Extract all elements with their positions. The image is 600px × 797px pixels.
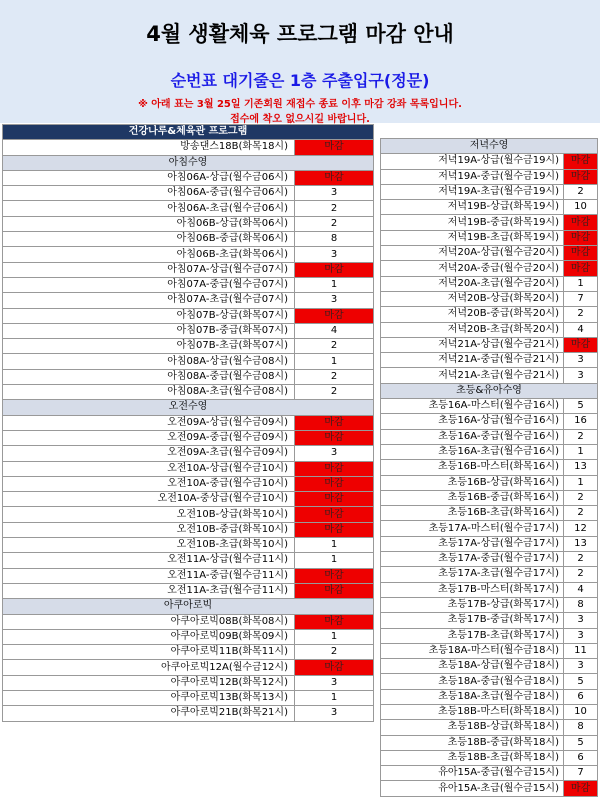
program-row [381,414,598,429]
vacancy-count: 2 [564,429,598,444]
vacancy-count: 3 [295,706,374,721]
closed-status: 마감 [295,170,374,185]
program-name: 아침07A-중급(월수금07시) [3,277,295,292]
program-name: 아침08A-초급(월수금08시) [3,385,295,400]
vacancy-count: 5 [564,735,598,750]
vacancy-count: 1 [295,629,374,644]
program-name: 저녁19A-초급(월수금19시) [381,184,564,199]
vacancy-count: 2 [564,490,598,505]
program-name: 오전09A-중급(월수금09시) [3,430,295,445]
program-row [3,675,374,690]
program-name: 초등17B-상급(화목17시) [381,597,564,612]
program-name: 오전11A-상급(월수금11시) [3,553,295,568]
program-row [3,690,374,705]
program-row [381,261,598,276]
program-name: 아침07B-상급(화목07시) [3,308,295,323]
program-name: 아쿠아로빅11B(화목11시) [3,645,295,660]
program-row [381,337,598,352]
program-row [381,552,598,567]
program-row [381,460,598,475]
program-row [381,276,598,291]
closed-status: 마감 [564,169,598,184]
vacancy-count: 1 [564,444,598,459]
vacancy-count: 8 [564,720,598,735]
program-name: 저녁19B-상급(화목19시) [381,200,564,215]
program-name: 저녁20A-초급(월수금20시) [381,276,564,291]
program-name: 초등16B-중급(화목16시) [381,490,564,505]
program-row [3,293,374,308]
vacancy-count: 13 [564,536,598,551]
program-name: 저녁19A-중급(월수금19시) [381,169,564,184]
program-name: 초등18B-마스터(화목18시) [381,704,564,719]
program-row [381,490,598,505]
program-row [3,323,374,338]
program-name: 오전10A-중급(월수금10시) [3,476,295,491]
vacancy-count: 7 [564,291,598,306]
section-header [3,155,374,170]
right-program-table [380,138,598,797]
program-name: 초등17B-마스터(화목17시) [381,582,564,597]
closed-status: 마감 [295,308,374,323]
program-name: 아침07B-초급(화목07시) [3,339,295,354]
vacancy-count: 2 [295,369,374,384]
vacancy-count: 2 [295,385,374,400]
vacancy-count: 3 [564,353,598,368]
program-name: 저녁20A-중급(월수금20시) [381,261,564,276]
program-row [381,200,598,215]
notice-line-1: ※ 아래 표는 3월 25일 기존회원 재접수 종료 이후 마감 강좌 목록입니다. [138,99,462,110]
program-name: 아침06A-중급(월수금06시) [3,186,295,201]
program-name: 방송댄스18B(화목18시) [3,140,295,155]
program-name: 아쿠아로빅08B(화목08시) [3,614,295,629]
program-name: 오전10B-상급(화목10시) [3,507,295,522]
program-name: 유아15A-초급(월수금15시) [381,781,564,796]
program-name: 초등17A-상급(월수금17시) [381,536,564,551]
vacancy-count: 3 [564,659,598,674]
vacancy-count: 5 [564,399,598,414]
vacancy-count: 8 [295,232,374,247]
program-row [381,246,598,261]
program-row [381,215,598,230]
section-header [381,383,598,398]
program-row [381,659,598,674]
program-name: 저녁20B-상급(화목20시) [381,291,564,306]
section-header [381,139,598,154]
closed-status: 마감 [564,261,598,276]
program-row [3,247,374,262]
program-row [381,582,598,597]
program-name: 오전10A-중상급(월수금10시) [3,492,295,507]
vacancy-count: 2 [295,339,374,354]
program-name: 초등18A-중급(월수금18시) [381,674,564,689]
program-row [3,262,374,277]
closed-status: 마감 [295,507,374,522]
section-header [3,400,374,415]
closed-status: 마감 [295,568,374,583]
program-row [381,169,598,184]
program-row [3,476,374,491]
program-row [3,277,374,292]
closed-status: 마감 [295,430,374,445]
program-name: 저녁21A-초급(월수금21시) [381,368,564,383]
program-row [3,186,374,201]
vacancy-count: 4 [295,323,374,338]
vacancy-count: 2 [564,307,598,322]
section-label: 건강나루&체육관 프로그램 [3,125,374,140]
program-row [381,322,598,337]
vacancy-count: 4 [564,322,598,337]
program-name: 초등16A-마스터(월수금16시) [381,399,564,414]
program-name: 초등17A-초급(월수금17시) [381,567,564,582]
closed-status: 마감 [295,476,374,491]
program-name: 아침06A-초급(월수금06시) [3,201,295,216]
program-row [3,660,374,675]
program-row [3,140,374,155]
program-name: 저녁20A-상급(월수금20시) [381,246,564,261]
closed-status: 마감 [564,230,598,245]
program-name: 저녁20B-초급(화목20시) [381,322,564,337]
program-row [3,522,374,537]
section-label: 아침수영 [3,155,374,170]
program-name: 오전11A-중급(월수금11시) [3,568,295,583]
program-name: 아쿠아로빅21B(화목21시) [3,706,295,721]
program-row [3,170,374,185]
vacancy-count: 10 [564,704,598,719]
vacancy-count: 2 [295,201,374,216]
closed-status: 마감 [295,461,374,476]
program-name: 초등16B-초급(화목16시) [381,506,564,521]
program-name: 초등17B-초급(화목17시) [381,628,564,643]
closed-status: 마감 [295,140,374,155]
program-name: 아침06B-초급(화목06시) [3,247,295,262]
vacancy-count: 6 [564,689,598,704]
program-row [381,506,598,521]
program-row [3,507,374,522]
queue-location-subtitle: 순번표 대기줄은 1층 주출입구(정문) [170,71,430,90]
closed-status: 마감 [564,337,598,352]
program-row [3,430,374,445]
program-name: 저녁21A-중급(월수금21시) [381,353,564,368]
vacancy-count: 1 [564,276,598,291]
program-name: 아쿠아로빅12B(화목12시) [3,675,295,690]
vacancy-count: 1 [295,354,374,369]
vacancy-count: 1 [564,475,598,490]
program-name: 오전09A-초급(월수금09시) [3,446,295,461]
program-row [3,201,374,216]
program-row [381,307,598,322]
vacancy-count: 2 [564,506,598,521]
vacancy-count: 8 [564,597,598,612]
vacancy-count: 6 [564,750,598,765]
section-label: 오전수영 [3,400,374,415]
program-name: 저녁19A-상급(월수금19시) [381,154,564,169]
program-name: 아침06A-상급(월수금06시) [3,170,295,185]
program-row [3,629,374,644]
program-row [3,385,374,400]
program-name: 초등16A-상급(월수금16시) [381,414,564,429]
program-row [381,597,598,612]
vacancy-count: 3 [564,613,598,628]
program-row [381,704,598,719]
program-row [381,735,598,750]
program-row [3,446,374,461]
program-row [381,291,598,306]
program-row [3,553,374,568]
program-name: 초등16B-상급(화목16시) [381,475,564,490]
program-name: 초등17A-마스터(월수금17시) [381,521,564,536]
program-row [3,492,374,507]
vacancy-count: 16 [564,414,598,429]
right-table-body [381,139,598,797]
program-row [381,766,598,781]
vacancy-count: 2 [564,184,598,199]
vacancy-count: 3 [295,446,374,461]
vacancy-count: 7 [564,766,598,781]
program-name: 초등16B-마스터(화목16시) [381,460,564,475]
program-row [381,536,598,551]
program-row [381,781,598,796]
vacancy-count: 12 [564,521,598,536]
closed-status: 마감 [564,215,598,230]
program-row [3,538,374,553]
vacancy-count: 10 [564,200,598,215]
program-row [3,369,374,384]
vacancy-count: 5 [564,674,598,689]
vacancy-count: 3 [564,368,598,383]
section-label: 아쿠아로빅 [3,599,374,614]
vacancy-count: 4 [564,582,598,597]
closed-status: 마감 [564,246,598,261]
closed-status: 마감 [295,660,374,675]
closed-status: 마감 [295,415,374,430]
program-name: 저녁20B-중급(화목20시) [381,307,564,322]
notice-header [0,0,600,123]
program-row [3,216,374,231]
program-name: 오전10A-상급(월수금10시) [3,461,295,476]
program-name: 초등17A-중급(월수금17시) [381,552,564,567]
program-name: 아쿠아로빅12A(월수금12시) [3,660,295,675]
closed-status: 마감 [295,492,374,507]
program-row [381,368,598,383]
program-row [381,184,598,199]
program-row [3,568,374,583]
program-name: 아침07A-초급(월수금07시) [3,293,295,308]
program-name: 아침06B-중급(화목06시) [3,232,295,247]
program-row [3,354,374,369]
closed-status: 마감 [295,614,374,629]
left-table-body [3,125,374,722]
left-program-table [2,124,374,722]
program-name: 초등16A-초급(월수금16시) [381,444,564,459]
closed-status: 마감 [564,154,598,169]
program-name: 아침07A-상급(월수금07시) [3,262,295,277]
program-name: 아침08A-중급(월수금08시) [3,369,295,384]
program-name: 초등17B-중급(화목17시) [381,613,564,628]
program-row [381,353,598,368]
vacancy-count: 3 [295,186,374,201]
program-row [3,614,374,629]
program-name: 초등18B-초급(화목18시) [381,750,564,765]
vacancy-count: 3 [295,247,374,262]
program-name: 오전10B-초급(화목10시) [3,538,295,553]
closed-status: 마감 [295,583,374,598]
program-row [381,628,598,643]
program-name: 아쿠아로빅13B(화목13시) [3,690,295,705]
closed-status: 마감 [295,262,374,277]
vacancy-count: 1 [295,538,374,553]
section-label: 초등&유아수영 [381,383,598,398]
vacancy-count: 13 [564,460,598,475]
program-name: 초등18A-상급(월수금18시) [381,659,564,674]
program-row [381,230,598,245]
vacancy-count: 1 [295,553,374,568]
program-name: 초등18A-초급(월수금18시) [381,689,564,704]
program-name: 오전10B-중급(화목10시) [3,522,295,537]
program-name: 오전11A-초급(월수금11시) [3,583,295,598]
program-name: 초등16A-중급(월수금16시) [381,429,564,444]
program-row [3,461,374,476]
program-row [3,706,374,721]
program-row [381,689,598,704]
program-name: 아침07B-중급(화목07시) [3,323,295,338]
program-name: 초등18A-마스터(월수금18시) [381,643,564,658]
section-header [3,125,374,140]
program-row [381,444,598,459]
program-row [381,643,598,658]
program-row [381,613,598,628]
program-name: 오전09A-상급(월수금09시) [3,415,295,430]
program-row [381,750,598,765]
program-name: 초등18B-중급(화목18시) [381,735,564,750]
program-name: 아쿠아로빅09B(화목09시) [3,629,295,644]
program-row [3,308,374,323]
program-row [381,475,598,490]
program-row [3,339,374,354]
page-title: 4월 생활체육 프로그램 마감 안내 [146,22,454,46]
program-name: 저녁19B-초급(화목19시) [381,230,564,245]
program-row [381,720,598,735]
program-row [3,645,374,660]
vacancy-count: 11 [564,643,598,658]
program-name: 초등18B-상급(화목18시) [381,720,564,735]
vacancy-count: 1 [295,690,374,705]
vacancy-count: 3 [295,293,374,308]
program-name: 유아15A-중급(월수금15시) [381,766,564,781]
program-name: 아침06B-상급(화목06시) [3,216,295,231]
program-row [381,399,598,414]
vacancy-count: 2 [564,567,598,582]
program-row [381,521,598,536]
closed-status: 마감 [295,522,374,537]
program-row [381,429,598,444]
section-header [3,599,374,614]
program-row [3,415,374,430]
vacancy-count: 3 [564,628,598,643]
program-row [381,154,598,169]
program-row [3,232,374,247]
vacancy-count: 1 [295,277,374,292]
program-row [381,674,598,689]
closed-status: 마감 [564,781,598,796]
vacancy-count: 2 [564,552,598,567]
program-name: 저녁21A-상급(월수금21시) [381,337,564,352]
section-label: 저녁수영 [381,139,598,154]
program-name: 저녁19B-중급(화목19시) [381,215,564,230]
program-row [3,583,374,598]
notice-line-2: 접수에 착오 없으시길 바랍니다. [230,114,370,125]
program-name: 아침08A-상급(월수금08시) [3,354,295,369]
vacancy-count: 3 [295,675,374,690]
vacancy-count: 2 [295,645,374,660]
program-row [381,567,598,582]
vacancy-count: 2 [295,216,374,231]
